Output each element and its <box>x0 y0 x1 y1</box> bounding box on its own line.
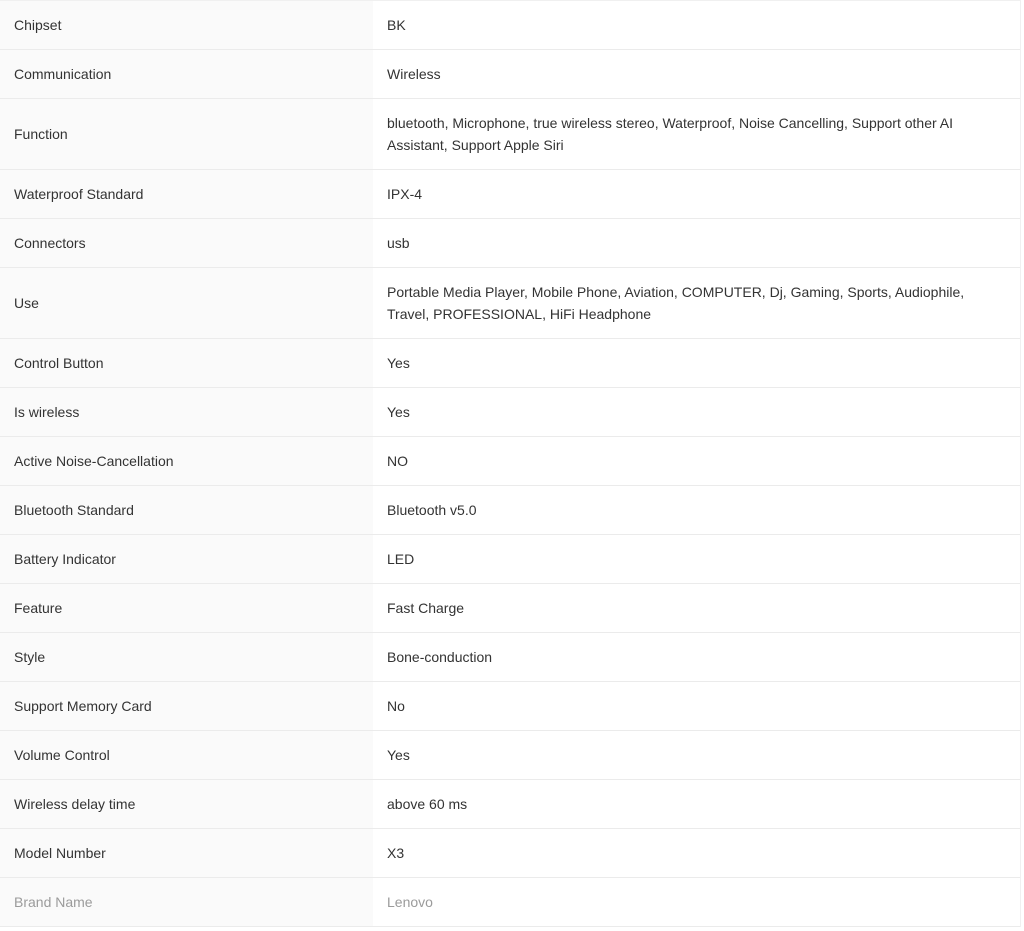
spec-label: Support Memory Card <box>0 682 373 730</box>
spec-row <box>0 486 1020 535</box>
spec-value <box>373 731 1020 779</box>
spec-value <box>373 535 1020 583</box>
spec-row <box>0 780 1020 829</box>
spec-label: Battery Indicator <box>0 535 373 583</box>
spec-label: Control Button <box>0 339 373 387</box>
spec-row <box>0 50 1020 99</box>
spec-value <box>373 1 1020 49</box>
spec-row <box>0 99 1020 170</box>
spec-value <box>373 486 1020 534</box>
spec-label: Is wireless <box>0 388 373 436</box>
spec-value <box>373 170 1020 218</box>
spec-label: Volume Control <box>0 731 373 779</box>
spec-value <box>373 584 1020 632</box>
spec-value <box>373 682 1020 730</box>
spec-value <box>373 99 1020 169</box>
spec-label: Active Noise-Cancellation <box>0 437 373 485</box>
spec-value <box>373 50 1020 98</box>
spec-row <box>0 731 1020 780</box>
spec-value-text: Yes <box>387 355 410 371</box>
spec-value <box>373 219 1020 267</box>
spec-value-text: usb <box>387 235 410 251</box>
spec-value-text: Bluetooth v5.0 <box>387 502 477 518</box>
spec-row <box>0 219 1020 268</box>
spec-value <box>373 633 1020 681</box>
spec-value-text: Yes <box>387 404 410 420</box>
spec-value <box>373 437 1020 485</box>
spec-value-text: Fast Charge <box>387 600 465 616</box>
spec-value-text: LED <box>387 551 415 567</box>
spec-row <box>0 437 1020 486</box>
spec-value <box>373 388 1020 436</box>
spec-value <box>373 829 1020 877</box>
spec-label: Function <box>0 99 373 169</box>
spec-value-text: Portable Media Player, Mobile Phone, Aviation, COMPUTER, Dj, Gaming, Sports, Audiophile, Travel, PROFESSIONAL, HiFi Headphone <box>387 284 965 322</box>
spec-row <box>0 535 1020 584</box>
spec-label: Model Number <box>0 829 373 877</box>
spec-value-text: Lenovo <box>387 894 433 910</box>
spec-row <box>0 339 1020 388</box>
spec-value <box>373 780 1020 828</box>
spec-value-text: X3 <box>387 845 405 861</box>
spec-row <box>0 878 1020 927</box>
spec-row <box>0 268 1020 339</box>
spec-value-text: NO <box>387 453 408 469</box>
spec-row <box>0 388 1020 437</box>
spec-label: Chipset <box>0 1 373 49</box>
spec-value <box>373 268 1020 338</box>
spec-label: Connectors <box>0 219 373 267</box>
spec-value <box>373 878 1020 926</box>
spec-value <box>373 339 1020 387</box>
spec-row <box>0 829 1020 878</box>
spec-value-text: bluetooth, Microphone, true wireless stereo, Waterproof, Noise Cancelling, Support other AI Assistant, Support Apple Siri <box>387 115 953 153</box>
spec-row <box>0 1 1020 50</box>
spec-row <box>0 633 1020 682</box>
spec-label: Brand Name <box>0 878 373 926</box>
spec-value-text: above 60 ms <box>387 796 468 812</box>
spec-row <box>0 584 1020 633</box>
spec-row <box>0 170 1020 219</box>
spec-label: Bluetooth Standard <box>0 486 373 534</box>
spec-label: Style <box>0 633 373 681</box>
spec-label: Feature <box>0 584 373 632</box>
spec-value-text: Wireless <box>387 66 441 82</box>
spec-row <box>0 682 1020 731</box>
spec-label: Waterproof Standard <box>0 170 373 218</box>
spec-value-text: IPX-4 <box>387 186 423 202</box>
spec-label: Wireless delay time <box>0 780 373 828</box>
spec-label: Communication <box>0 50 373 98</box>
spec-value-text: BK <box>387 17 406 33</box>
spec-label: Use <box>0 268 373 338</box>
spec-value-text: Yes <box>387 747 410 763</box>
spec-value-text: Bone-conduction <box>387 649 493 665</box>
spec-value-text: No <box>387 698 405 714</box>
